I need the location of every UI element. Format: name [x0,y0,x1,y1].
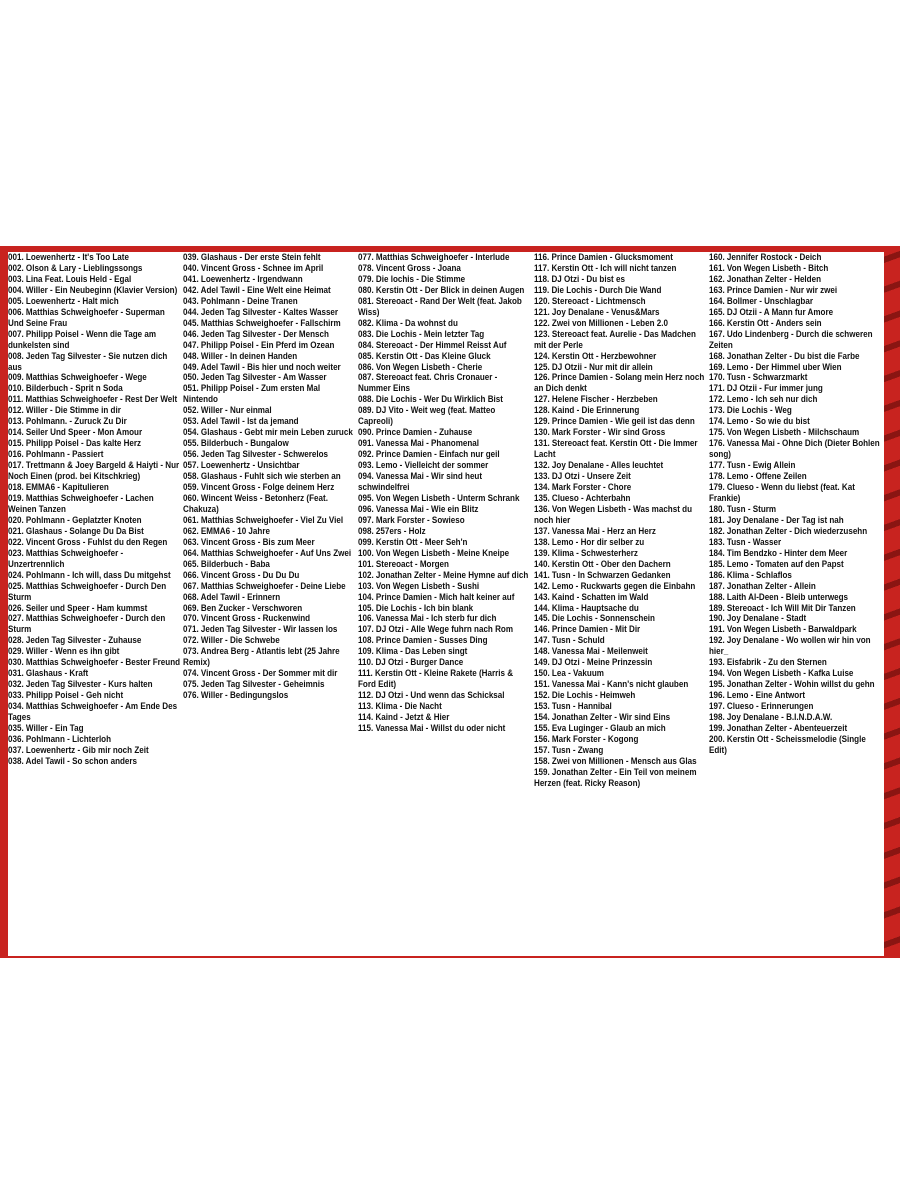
track-entry: 193. Eisfabrik - Zu den Sternen [708,656,827,668]
track-entry: 009. Matthias Schweighoefer - Wege [8,371,147,383]
track-entry: 016. Pohlmann - Passiert [8,448,104,460]
track-entry: 088. Die Lochis - Wer Du Wirklich Bist [358,393,504,405]
track-entry: 061. Matthias Schweighoefer - Viel Zu Viel [183,513,344,525]
track-entry: 093. Lemo - Vielleicht der sommer [358,459,489,471]
track-entry: 032. Jeden Tag Silvester - Kurs halten [8,678,153,690]
track-entry: 166. Kerstin Ott - Anders sein [708,316,822,328]
track-entry: 089. DJ Vito - Weit weg (feat. Matteo Capreoli) [358,404,496,427]
track-entry: 004. Willer - Ein Neubeginn (Klavier Version) [8,283,178,295]
track-entry: 056. Jeden Tag Silvester - Schwerelos [183,448,329,460]
track-entry: 065. Bilderbuch - Baba [183,557,271,569]
track-entry: 001. Loewenhertz - It's Too Late [8,251,129,262]
track-entry: 113. Klima - Die Nacht [358,700,443,712]
track-entry: 025. Matthias Schweighoefer - Durch Den Sturm [8,579,167,602]
track-entry: 103. Von Wegen Lisbeth - Sushi [358,579,480,591]
track-entry: 108. Prince Damien - Susses Ding [358,634,488,646]
track-entry: 171. DJ Otzii - Fur immer jung [708,382,823,394]
track-entry: 083. Die Lochis - Mein letzter Tag [358,327,485,339]
track-entry: 117. Kerstin Ott - Ich will nicht tanzen [533,261,677,273]
track-entry: 035. Willer - Ein Tag [8,721,84,733]
track-entry: 169. Lemo - Der Himmel uber Wien [708,360,842,372]
track-entry: 013. Pohlmann. - Zuruck Zu Dir [8,415,127,427]
track-entry: 101. Stereoact - Morgen [358,557,450,569]
track-entry: 145. Die Lochis - Sonnenschein [533,612,655,624]
track-entry: 095. Von Wegen Lisbeth - Unterm Schrank [358,491,520,503]
track-entry: 114. Kaind - Jetzt & Hier [358,711,450,723]
track-entry: 100. Von Wegen Lisbeth - Meine Kneipe [358,546,510,558]
track-entry: 055. Bilderbuch - Bungalow [183,437,289,449]
tracklist-sheet [0,246,900,958]
track-entry: 154. Jonathan Zelter - Wir sind Eins [533,711,670,723]
track-entry: 094. Vanessa Mai - Wir sind heut schwindelfrei [358,470,483,493]
track-entry: 085. Kerstin Ott - Das Kleine Gluck [358,349,492,361]
track-entry: 043. Pohlmann - Deine Tranen [183,294,298,306]
track-entry: 042. Adel Tawil - Eine Welt eine Heimat [183,283,331,295]
track-entry: 086. Von Wegen Lisbeth - Cherie [358,360,483,372]
track-entry: 079. Die lochis - Die Stimme [358,272,466,284]
track-entry: 059. Vincent Gross - Folge deinem Herz [183,481,335,493]
track-entry: 071. Jeden Tag Silvester - Wir lassen los [183,623,338,635]
track-entry: 053. Adel Tawil - Ist da jemand [183,415,299,427]
track-entry: 074. Vincent Gross - Der Sommer mit dir [183,667,338,679]
track-entry: 106. Vanessa Mai - Ich sterb fur dich [358,612,497,624]
track-entry: 157. Tusn - Zwang [533,743,603,755]
track-entry: 087. Stereoact feat. Chris Cronauer - Nummer Eins [358,371,498,394]
track-entry: 182. Jonathan Zelter - Dich wiederzusehn [708,524,867,536]
track-entry: 132. Joy Denalane - Alles leuchtet [533,459,663,471]
track-entry: 116. Prince Damien - Glucksmoment [533,251,673,262]
track-entry: 062. EMMA6 - 10 Jahre [183,524,271,536]
track-entry: 180. Tusn - Sturm [708,502,776,514]
track-entry: 187. Jonathan Zelter - Allein [708,579,816,591]
track-entry: 057. Loewenhertz - Unsichtbar [183,459,300,471]
track-entry: 008. Jeden Tag Silvester - Sie nutzen dich aus [8,349,168,372]
track-entry: 031. Glashaus - Kraft [8,667,89,679]
track-entry: 185. Lemo - Tomaten auf den Papst [708,557,844,569]
track-entry: 125. DJ Otzii - Nur mit dir allein [533,360,653,372]
track-entry: 189. Stereoact - Ich Will Mit Dir Tanzen [708,601,856,613]
track-entry: 047. Philipp Poisel - Ein Pferd im Ozean [183,338,335,350]
tracklist-panel [8,252,884,956]
track-entry: 147. Tusn - Schuld [533,634,605,646]
track-entry: 007. Philipp Poisel - Wenn die Tage am dunkelsten sind [8,327,157,350]
track-entry: 142. Lemo - Ruckwarts gegen die Einbahn [533,579,695,591]
track-entry: 014. Seiler Und Speer - Mon Amour [8,426,143,438]
track-entry: 015. Philipp Poisel - Das kalte Herz [8,437,142,449]
track-entry: 131. Stereoact feat. Kerstin Ott - Die Immer Lacht [533,437,698,460]
track-entry: 144. Klima - Hauptsache du [533,601,639,613]
track-entry: 200. Kerstin Ott - Scheissmelodie (Single Edit) [708,732,866,755]
track-entry: 011. Matthias Schweighoefer - Rest Der Welt [8,393,178,405]
track-entry: 090. Prince Damien - Zuhause [358,426,473,438]
track-entry: 028. Jeden Tag Silvester - Zuhause [8,634,142,646]
track-entry: 041. Loewenhertz - Irgendwann [183,272,303,284]
track-entry: 127. Helene Fischer - Herzbeben [533,393,658,405]
track-entry: 044. Jeden Tag Silvester - Kaltes Wasser [183,305,339,317]
track-entry: 052. Willer - Nur einmal [183,404,272,416]
tracklist-column-2 [183,252,358,956]
track-entry: 045. Matthias Schweighoefer - Fallschirm [183,316,341,328]
track-entry: 191. Von Wegen Lisbeth - Barwaldpark [708,623,857,635]
track-entry: 155. Eva Luginger - Glaub an mich [533,721,666,733]
track-entry: 068. Adel Tawil - Erinnern [183,590,281,602]
track-entry: 121. Joy Denalane - Venus&Mars [533,305,660,317]
track-entry: 163. Prince Damien - Nur wir zwei [708,283,837,295]
track-entry: 097. Mark Forster - Sowieso [358,513,466,525]
track-entry: 037. Loewenhertz - Gib mir noch Zeit [8,743,149,755]
track-entry: 133. DJ Otzi - Unsere Zeit [533,470,631,482]
track-entry: 091. Vanessa Mai - Phanomenal [358,437,480,449]
track-entry: 146. Prince Damien - Mit Dir [533,623,640,635]
track-entry: 128. Kaind - Die Erinnerung [533,404,639,416]
track-entry: 104. Prince Damien - Mich halt keiner auf [358,590,515,602]
track-entry: 051. Philipp Poisel - Zum ersten Mal Nintendo [183,382,321,405]
track-entry: 064. Matthias Schweighoefer - Auf Uns Zwei [183,546,352,558]
track-entry: 050. Jeden Tag Silvester - Am Wasser [183,371,327,383]
track-entry: 170. Tusn - Schwarzmarkt [708,371,808,383]
track-entry: 196. Lemo - Eine Antwort [708,689,805,701]
track-entry: 024. Pohlmann - Ich will, dass Du mitgehst [8,568,171,580]
track-entry: 156. Mark Forster - Kogong [533,732,638,744]
track-entry: 118. DJ Otzi - Du bist es [533,272,625,284]
track-entry: 140. Kerstin Ott - Ober den Dachern [533,557,671,569]
track-entry: 135. Clueso - Achterbahn [533,491,631,503]
track-entry: 018. EMMA6 - Kapitulieren [8,481,109,493]
track-entry: 073. Andrea Berg - Atlantis lebt (25 Jahre Remix) [183,645,340,668]
tracklist-column-5 [709,252,884,956]
track-entry: 054. Glashaus - Gebt mir mein Leben zuruck [183,426,354,438]
track-entry: 084. Stereoact - Der Himmel Reisst Auf [358,338,507,350]
tracklist-column-4 [534,252,709,956]
track-entry: 162. Jonathan Zelter - Helden [708,272,821,284]
track-entry: 194. Von Wegen Lisbeth - Kafka Luise [708,667,854,679]
track-entry: 126. Prince Damien - Solang mein Herz noch an Dich denkt [533,371,704,394]
track-entry: 136. Von Wegen Lisbeth - Was machst du noch hier [533,502,692,525]
track-entry: 075. Jeden Tag Silvester - Geheimnis [183,678,325,690]
track-entry: 096. Vanessa Mai - Wie ein Blitz [358,502,479,514]
track-entry: 153. Tusn - Hannibal [533,700,612,712]
track-entry: 033. Philipp Poisel - Geh nicht [8,689,124,701]
track-entry: 199. Jonathan Zelter - Abenteuerzeit [708,721,847,733]
track-entry: 111. Kerstin Ott - Kleine Rakete (Harris & Ford Edit) [358,667,514,690]
track-entry: 027. Matthias Schweighoefer - Durch den Sturm [8,612,166,635]
track-entry: 161. Von Wegen Lisbeth - Bitch [708,261,829,273]
track-entry: 181. Joy Denalane - Der Tag ist nah [708,513,844,525]
track-entry: 165. DJ Otzii - A Mann fur Amore [708,305,833,317]
track-entry: 175. Von Wegen Lisbeth - Milchschaum [708,426,859,438]
track-entry: 164. Bollmer - Unschlagbar [708,294,813,306]
track-entry: 129. Prince Damien - Wie geil ist das denn [533,415,695,427]
track-entry: 123. Stereoact feat. Aurelie - Das Madchen mit der Perle [533,327,696,350]
track-entry: 143. Kaind - Schatten im Wald [533,590,648,602]
track-entry: 020. Pohlmann - Geplatzter Knoten [8,513,142,525]
track-entry: 178. Lemo - Offene Zeilen [708,470,807,482]
track-entry: 082. Klima - Da wohnst du [358,316,459,328]
track-entry: 183. Tusn - Wasser [708,535,781,547]
track-entry: 022. Vincent Gross - Fuhlst du den Regen [8,535,168,547]
track-entry: 070. Vincent Gross - Ruckenwind [183,612,311,624]
track-entry: 188. Laith Al-Deen - Bleib unterwegs [708,590,848,602]
track-entry: 067. Matthias Schweighoefer - Deine Liebe [183,579,346,591]
track-entry: 150. Lea - Vakuum [533,667,604,679]
track-entry: 069. Ben Zucker - Verschworen [183,601,303,613]
track-entry: 049. Adel Tawil - Bis hier und noch weiter [183,360,341,372]
track-entry: 010. Bilderbuch - Sprit n Soda [8,382,123,394]
track-entry: 179. Clueso - Wenn du liebst (feat. Kat Frankie) [708,481,855,503]
track-entry: 167. Udo Lindenberg - Durch die schweren Zeiten [708,327,873,350]
track-entry: 137. Vanessa Mai - Herz an Herz [533,524,656,536]
track-entry: 006. Matthias Schweighoefer - Superman Und Seine Frau [8,305,165,328]
track-entry: 092. Prince Damien - Einfach nur geil [358,448,500,460]
track-entry: 003. Lina Feat. Louis Held - Egal [8,272,132,284]
track-entry: 176. Vanessa Mai - Ohne Dich (Dieter Bohlen song) [708,437,880,460]
track-entry: 063. Vincent Gross - Bis zum Meer [183,535,315,547]
track-entry: 099. Kerstin Ott - Meer Seh'n [358,535,468,547]
track-entry: 198. Joy Denalane - B.I.N.D.A.W. [708,711,832,723]
track-entry: 192. Joy Denalane - Wo wollen wir hin von hier_ [708,634,871,657]
track-entry: 017. Trettmann & Joey Bargeld & Haiyti - Nur Noch Einen (prod. bei Kitschkrieg) [8,459,180,482]
track-entry: 120. Stereoact - Lichtmensch [533,294,646,306]
track-entry: 002. Olson & Lary - Lieblingssongs [8,261,143,273]
tracklist-column-3 [358,252,533,956]
track-entry: 184. Tim Bendzko - Hinter dem Meer [708,546,848,558]
track-entry: 124. Kerstin Ott - Herzbewohner [533,349,656,361]
track-entry: 110. DJ Otzi - Burger Dance [358,656,464,668]
track-entry: 019. Matthias Schweighoefer - Lachen Weinen Tanzen [8,491,154,514]
track-entry: 159. Jonathan Zelter - Ein Teil von meinem Herzen (feat. Ricky Reason) [533,765,697,788]
track-entry: 107. DJ Otzi - Alle Wege fuhrn nach Rom [358,623,514,635]
track-entry: 177. Tusn - Ewig Allein [708,459,796,471]
track-entry: 130. Mark Forster - Wir sind Gross [533,426,665,438]
track-entry: 080. Kerstin Ott - Der Blick in deinen Augen [358,283,525,295]
track-entry: 012. Willer - Die Stimme in dir [8,404,121,416]
track-entry: 081. Stereoact - Rand Der Welt (feat. Jakob Wiss) [358,294,523,317]
track-entry: 148. Vanessa Mai - Meilenweit [533,645,648,657]
track-entry: 005. Loewenhertz - Halt mich [8,294,119,306]
track-entry: 122. Zwei von Millionen - Leben 2.0 [533,316,668,328]
track-entry: 197. Clueso - Erinnerungen [708,700,814,712]
red-frame-edge [884,246,900,958]
track-entry: 105. Die Lochis - Ich bin blank [358,601,474,613]
track-entry: 168. Jonathan Zelter - Du bist die Farbe [708,349,860,361]
tracklist-column-1 [8,252,183,956]
track-entry: 038. Adel Tawil - So schon anders [8,754,138,766]
track-entry: 039. Glashaus - Der erste Stein fehlt [183,251,321,262]
track-entry: 066. Vincent Gross - Du Du Du [183,568,300,580]
track-entry: 058. Glashaus - Fuhlt sich wie sterben an [183,470,341,482]
track-entry: 119. Die Lochis - Durch Die Wand [533,283,661,295]
track-entry: 139. Klima - Schwesterherz [533,546,638,558]
track-entry: 109. Klima - Das Leben singt [358,645,468,657]
track-entry: 160. Jennifer Rostock - Deich [708,251,822,262]
track-entry: 048. Willer - In deinen Handen [183,349,298,361]
track-entry: 102. Jonathan Zelter - Meine Hymne auf dich [358,568,529,580]
track-entry: 173. Die Lochis - Weg [708,404,792,416]
track-entry: 149. DJ Otzi - Meine Prinzessin [533,656,652,668]
track-entry: 030. Matthias Schweighoefer - Bester Freund [8,656,181,668]
track-entry: 029. Willer - Wenn es ihn gibt [8,645,120,657]
track-entry: 036. Pohlmann - Lichterloh [8,732,112,744]
track-entry: 186. Klima - Schlaflos [708,568,792,580]
track-entry: 115. Vanessa Mai - Willst du oder nicht [358,721,506,733]
track-entry: 138. Lemo - Hor dir selber zu [533,535,644,547]
track-entry: 190. Joy Denalane - Stadt [708,612,806,624]
track-entry: 151. Vanessa Mai - Kann's nicht glauben [533,678,688,690]
track-entry: 134. Mark Forster - Chore [533,481,631,493]
track-entry: 078. Vincent Gross - Joana [358,261,462,273]
track-entry: 174. Lemo - So wie du bist [708,415,810,427]
track-entry: 076. Willer - Bedingungslos [183,689,289,701]
track-entry: 098. 257ers - Holz [358,524,427,536]
track-entry: 195. Jonathan Zelter - Wohin willst du gehn [708,678,875,690]
track-entry: 023. Matthias Schweighoefer - Unzertrennlich [8,546,124,569]
track-entry: 034. Matthias Schweighoefer - Am Ende Des Tages [8,700,178,723]
track-entry: 158. Zwei von Millionen - Mensch aus Glas [533,754,697,766]
track-entry: 046. Jeden Tag Silvester - Der Mensch [183,327,330,339]
track-entry: 141. Tusn - In Schwarzen Gedanken [533,568,671,580]
track-entry: 112. DJ Otzi - Und wenn das Schicksal [358,689,505,701]
track-entry: 021. Glashaus - Solange Du Da Bist [8,524,144,536]
track-entry: 077. Matthias Schweighoefer - Interlude [358,251,510,262]
track-entry: 040. Vincent Gross - Schnee im April [183,261,324,273]
track-entry: 152. Die Lochis - Heimweh [533,689,635,701]
track-entry: 060. Wincent Weiss - Betonherz (Feat. Chakuza) [183,491,329,514]
track-entry: 026. Seiler und Speer - Ham kummst [8,601,148,613]
track-entry: 172. Lemo - Ich seh nur dich [708,393,818,405]
track-entry: 072. Willer - Die Schwebe [183,634,280,646]
